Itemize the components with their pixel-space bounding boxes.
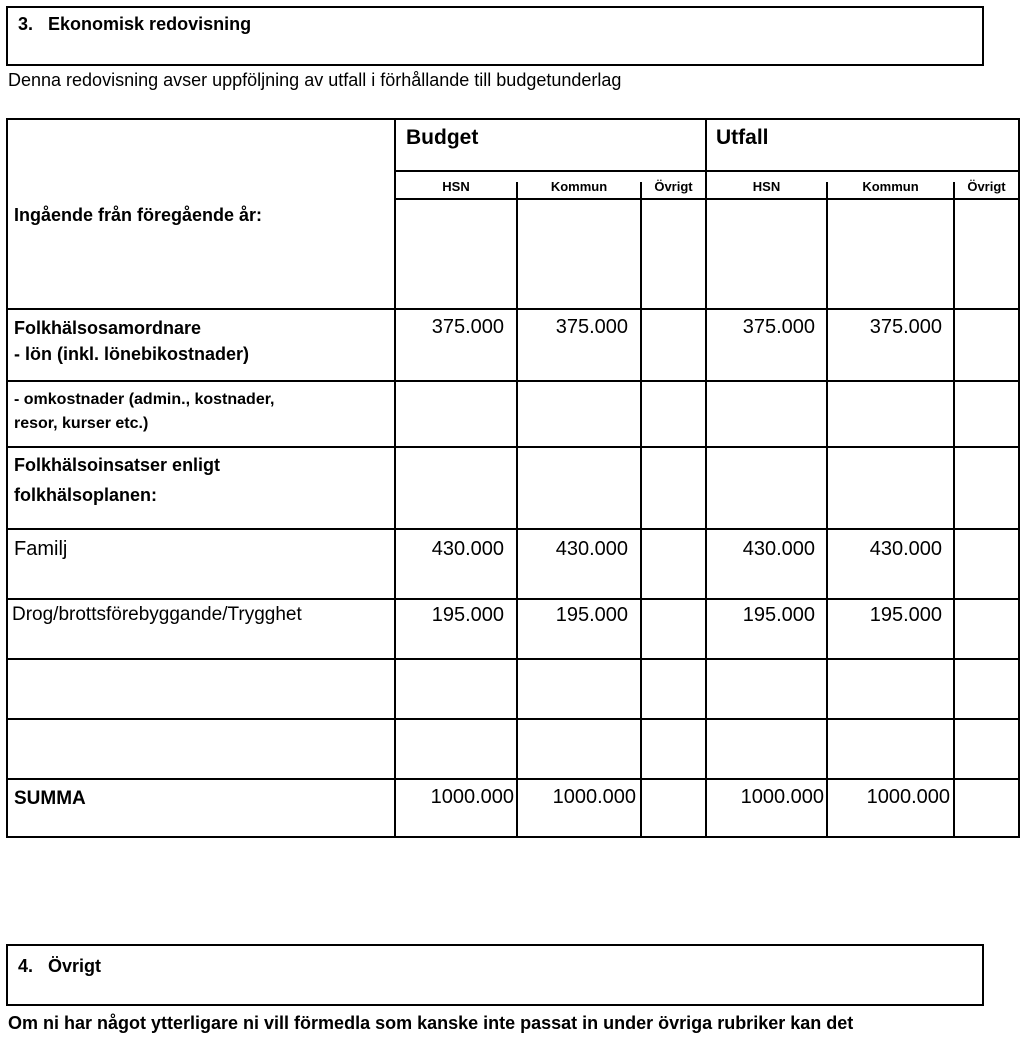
row-label-folkhalsoinsatser: Folkhälsoinsatser enligt [14,455,221,475]
section-3-box [6,6,984,66]
cell-utfall-kommun-summa: 1000.000 [866,786,950,808]
cell-utfall-kommun-familj: 430.000 [869,538,942,560]
row-label-lon: - lön (inkl. lönebikostnader) [14,344,250,364]
row-divider-2 [8,380,1018,382]
cell-utfall-hsn-lon: 375.000 [742,316,815,338]
cell-budget-kommun-summa: 1000.000 [552,786,636,808]
col-divider-budget-2 [640,182,642,836]
row-label-folkhalsosamordnare: Folkhälsosamordnare [14,318,202,338]
sub-header-utfall-hsn: HSN [752,179,781,194]
col-divider-budget-1 [516,182,518,836]
col-divider-utfall-2 [953,182,955,836]
row-label-summa: SUMMA [14,788,86,809]
cell-budget-kommun-lon: 375.000 [555,316,628,338]
group-header-utfall: Utfall [716,126,769,149]
section-4-heading [18,956,101,977]
row-label-resor: resor, kurser etc.) [14,415,149,432]
row-divider-4 [8,528,1018,530]
row-divider-7 [8,718,1018,720]
row-label-familj: Familj [14,538,68,560]
cell-budget-kommun-drog: 195.000 [555,604,628,626]
cell-budget-hsn-summa: 1000.000 [430,786,514,808]
sub-header-budget-hsn: HSN [442,179,470,194]
row-divider-5 [8,598,1018,600]
sub-header-utfall-kommun: Kommun [862,179,919,194]
row-divider-sub-head [394,198,1018,200]
col-divider-label [394,120,396,836]
section-4-title: Övrigt [48,956,102,976]
sub-header-budget-kommun: Kommun [550,179,608,194]
row-divider-8 [8,778,1018,780]
section-3-heading [18,14,251,35]
cell-budget-hsn-drog: 195.000 [431,604,504,626]
section-4-box [6,944,984,1006]
section-3-title: Ekonomisk redovisning [48,14,252,34]
cell-utfall-hsn-drog: 195.000 [742,604,815,626]
section-4-number: 4. [18,956,34,976]
row-label-drog: Drog/brottsförebyggande/Trygghet [12,604,302,625]
row-label-folkhalsoplanen: folkhälsoplanen: [14,485,158,505]
cell-utfall-kommun-drog: 195.000 [869,604,942,626]
cell-budget-kommun-familj: 430.000 [555,538,628,560]
row-divider-6 [8,658,1018,660]
col-divider-groups [705,120,707,836]
budget-table [6,118,1020,838]
cell-budget-hsn-lon: 375.000 [431,316,504,338]
cell-budget-hsn-familj: 430.000 [431,538,504,560]
col-divider-utfall-1 [826,182,828,836]
sub-header-budget-ovrigt: Övrigt [654,179,693,194]
cell-utfall-hsn-summa: 1000.000 [740,786,824,808]
cell-utfall-kommun-lon: 375.000 [869,316,942,338]
section-3-number: 3. [18,14,34,34]
sub-header-utfall-ovrigt: Övrigt [967,179,1006,194]
row-divider-1 [8,308,1018,310]
outro-text: Om ni har något ytterligare ni vill förmedla som kanske inte passat in under övriga rubriker kan det [8,1013,854,1033]
intro-text: Denna redovisning avser uppföljning av utfall i förhållande till budgetunderlag [8,70,622,90]
row-divider-3 [8,446,1018,448]
group-header-budget: Budget [406,126,479,149]
row-label-ingaende: Ingående från föregående år: [14,205,263,225]
row-divider-group-head [394,170,1018,172]
cell-utfall-hsn-familj: 430.000 [742,538,815,560]
row-label-omkostnader: - omkostnader (admin., kostnader, [14,391,275,408]
